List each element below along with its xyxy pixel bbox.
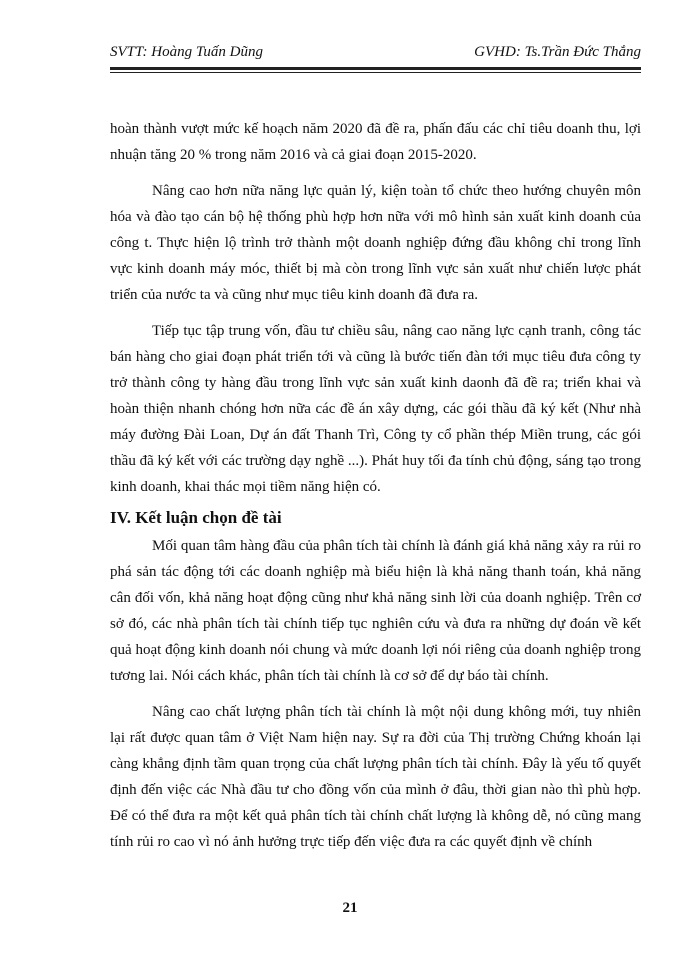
- paragraph: Nâng cao chất lượng phân tích tài chính là một nội dung không mới, tuy nhiên lại rất được quan tâm ở Việt Nam hiện nay. Sự ra đời của Thị trường Chứng khoán lại càng khẳng định tầm quan trọng của chất lượng phân tích tài chính. Đây là yếu tố quyết định đến việc các Nhà đầu tư cho đồng vốn của mình ở đâu, thời gian nào thì phù hợp. Để có thể đưa ra một kết quả phân tích tài chính chất lượng là không dễ, nó cũng mang tính rủi ro cao vì nó ảnh hưởng trực tiếp đến việc đưa ra các quyết định về chính: [110, 704, 641, 850]
- page-number: 21: [342, 900, 358, 916]
- paragraph: Tiếp tục tập trung vốn, đầu tư chiều sâu, nâng cao năng lực cạnh tranh, công tác bán hàng cho giai đoạn phát triển tới và cũng là bước tiến đàn tới mục tiêu đưa công ty trở thành công ty hàng đầu trong lĩnh vực sản xuất kinh daonh đã đề ra; triển khai và hoàn thiện nhanh chóng hơn nữa các đề án xây dựng, các gói thầu đã ký kết (Như nhà máy đường Đài Loan, Dự án đất Thanh Trì, Công ty cổ phần thép Miền trung, các gói thầu đã ký kết với các trường dạy nghề ...). Phát huy tối đa tính chủ động, sáng tạo trong kinh doanh, khai thác mọi tiềm năng hiện có.: [110, 323, 641, 495]
- paragraph: hoàn thành vượt mức kế hoạch năm 2020 đã đề ra, phấn đấu các chỉ tiêu doanh thu, lợi nhuận tăng 20 % trong năm 2016 và cả giai đoạn 2015-2020.: [110, 121, 641, 163]
- header-supervisor: GVHD: Ts.Trần Đức Thắng: [474, 44, 641, 60]
- section-heading: IV. Kết luận chọn đề tài: [110, 508, 282, 527]
- paragraph: Mối quan tâm hàng đầu của phân tích tài chính là đánh giá khả năng xảy ra rủi ro phá sản tác động tới các doanh nghiệp mà biểu hiện là khả năng thanh toán, khả năng cân đối vốn, khả năng hoạt động cũng như khả năng sinh lời của doanh nghiệp. Trên cơ sở đó, các nhà phân tích tài chính tiếp tục nghiên cứu và đưa ra những dự đoán về kết quả hoạt động kinh doanh nói chung và mức doanh lợi nói riêng của doanh nghiệp trong tương lai. Nói cách khác, phân tích tài chính là cơ sở để dự báo tài chính.: [110, 538, 641, 684]
- header-rule-thin: [110, 72, 641, 73]
- page-header: [110, 40, 641, 66]
- header-rule-thick: [110, 67, 641, 70]
- paragraph: Nâng cao hơn nữa năng lực quản lý, kiện toàn tổ chức theo hướng chuyên môn hóa và đào tạo cán bộ hệ thống phù hợp hơn nữa với mô hình sản xuất kinh doanh của công t. Thực hiện lộ trình trở thành một doanh nghiệp đứng đầu không chỉ trong lĩnh vực kinh doanh máy móc, thiết bị mà còn trong lĩnh vực sản xuất như chiến lược phát triển của nước ta và cũng như mục tiêu kinh doanh đã đưa ra.: [110, 183, 641, 303]
- page-body: [110, 116, 641, 855]
- header-student: SVTT: Hoàng Tuấn Dũng: [110, 44, 263, 60]
